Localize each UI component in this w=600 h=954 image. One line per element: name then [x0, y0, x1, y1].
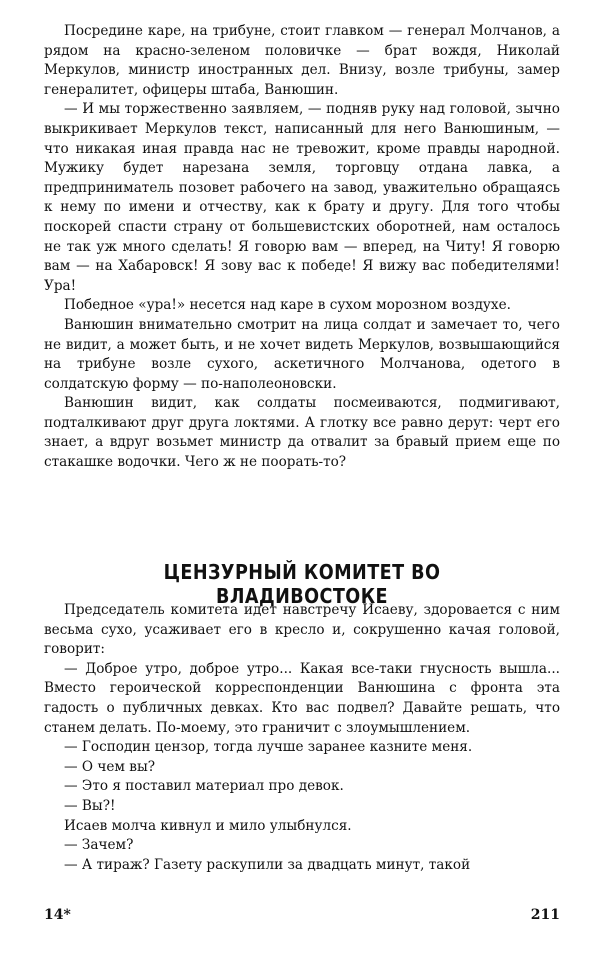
paragraph: — Это я поставил материал про девок. — [64, 778, 344, 795]
paragraph: Победное «ура!» несется над каре в сухом морозном воздухе. — [64, 297, 511, 314]
section-2-text — [44, 601, 560, 875]
section-1-text — [44, 22, 560, 473]
printer-signature: 14* — [44, 907, 71, 923]
page-number: 211 — [530, 907, 560, 923]
paragraph: — И мы торжественно заявляем, — подняв руку над головой, зычно выкрикивает Меркулов текст, написанный для него Ванюшиным, — что никакая иная правда нас не тревожит, кроме правды народной. Мужику будет нарезана земля, торговцу отдана лавка, а предприниматель позовет рабочего на завод, уважительно обращаясь к нему по имени и отчеству, как к брату и другу. Для того чтобы поскорей спасти страну от большевистских оборотней, нам осталось не так уж много сделать! Я говорю вам — вперед, на Читу! Я говорю вам — на Хабаровск! Я зову вас к победе! Я вижу вас победителями! Ура! — [44, 101, 560, 294]
paragraph: Исаев молча кивнул и мило улыбнулся. — [64, 817, 352, 834]
paragraph: — Вы?! — [64, 797, 116, 814]
paragraph: Посредине каре, на трибуне, стоит главком — генерал Молчанов, а рядом на красно-зеленом половичке — брат вождя, Николай Меркулов, министр иностранных дел. Внизу, возле трибуны, замер генералитет, офицеры штаба, Ванюшин. — [44, 23, 560, 98]
paragraph: Ванюшин внимательно смотрит на лица солдат и замечает то, чего не видит, а может быть, и не хочет видеть Меркулов, возвышающийся на трибуне возле сухого, аскетичного Молчанова, одетого в солдатскую форму — по-наполеоновски. — [44, 316, 560, 392]
chapter-heading: ЦЕНЗУРНЫЙ КОМИТЕТ ВО ВЛАДИВОСТОКЕ — [163, 560, 441, 608]
paragraph: — Зачем? — [64, 837, 134, 854]
paragraph: — О чем вы? — [64, 758, 156, 775]
paragraph: — А тираж? Газету раскупили за двадцать минут, такой — [64, 856, 471, 873]
paragraph: — Доброе утро, доброе утро... Какая все-таки гнусность вышла... Вместо героической корреспонденции Ванюшина с фронта эта гадость о публичных девках. Кто вас подвел? Давайте решать, что станем делать. По-моему, это граничит с злоумышлением. — [44, 660, 560, 736]
paragraph: Ванюшин видит, как солдаты посмеиваются, подмигивают, подталкивают друг друга локтями. А глотку все равно дерут: черт его знает, а вдруг возьмет министр да отвалит за бравый прием еще по стакашке водочки. Чего ж не поорать-то? — [44, 395, 560, 471]
paragraph: — Господин цензор, тогда лучше заранее казните меня. — [64, 739, 473, 756]
paragraph: Председатель комитета идет навстречу Исаеву, здоровается с ним весьма сухо, усаживает его в кресло и, сокрушенно качая головой, говорит: — [44, 602, 560, 658]
